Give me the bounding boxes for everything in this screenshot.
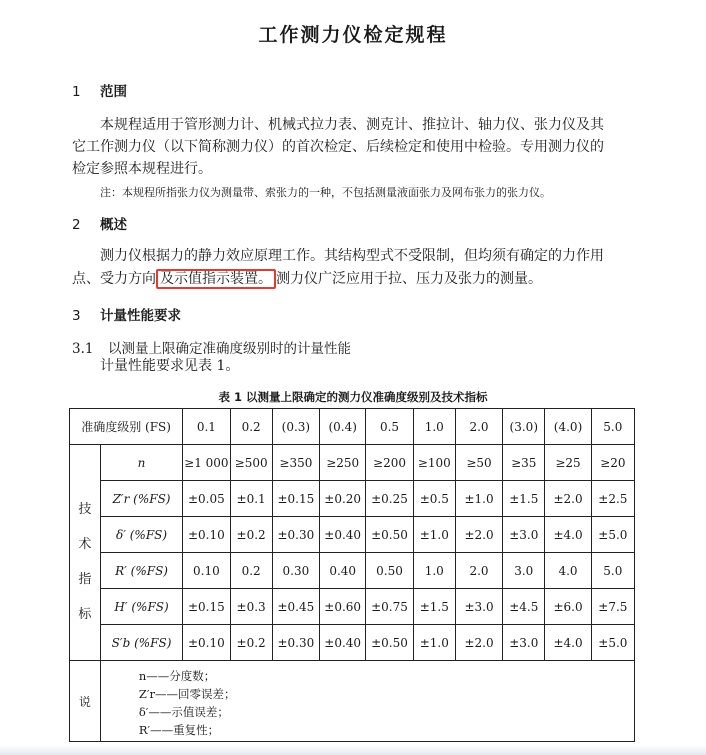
row-label: R′ (%FS)	[100, 553, 182, 589]
section-1-note: 注：本规程所指张力仪为测量带、索张力的一种，不包括测量液面张力及网布张力的张力仪。	[100, 186, 551, 199]
legend-row	[70, 661, 635, 742]
legend-item: R′——重复性；	[138, 723, 220, 737]
value-cell: ±2.0	[455, 517, 502, 553]
value-cell: ±7.5	[591, 589, 634, 625]
table-row	[70, 517, 635, 553]
value-cell: ±2.0	[455, 625, 502, 661]
value-cell: ≥25	[545, 445, 591, 481]
side-group-char: 术	[78, 536, 92, 552]
value-cell: ±0.75	[366, 589, 413, 625]
value-cell: 4.0	[545, 553, 591, 589]
value-cell: ±0.40	[320, 517, 366, 553]
legend-item: n——分度数；	[138, 669, 216, 683]
table-caption: 表 1 以测量上限确定的测力仪准确度级别及技术指标	[218, 390, 488, 404]
value-cell: 0.30	[272, 553, 319, 589]
value-cell: ±3.0	[503, 517, 545, 553]
value-cell: ±0.30	[272, 625, 319, 661]
bottom-shade	[0, 745, 706, 755]
section-1-line-1: 本规程适用于管形测力计、机械式拉力表、测克计、推拉计、轴力仪、张力仪及其	[100, 117, 604, 133]
table-row	[70, 445, 635, 481]
spec-table	[69, 408, 635, 742]
table-row	[70, 553, 635, 589]
grade-cell: 0.5	[366, 409, 413, 445]
value-cell: ≥500	[230, 445, 272, 481]
value-cell: ±3.0	[455, 589, 502, 625]
value-cell: ±5.0	[591, 517, 634, 553]
value-cell: ≥200	[366, 445, 413, 481]
value-cell: 0.40	[320, 553, 366, 589]
header-label: 准确度级别 (FS)	[70, 409, 183, 445]
side-group-char: 指	[78, 571, 92, 587]
side-group-char: 标	[78, 606, 92, 622]
row-label: H′ (%FS)	[100, 589, 182, 625]
value-cell: ≥350	[272, 445, 319, 481]
value-cell: ±0.60	[320, 589, 366, 625]
value-cell: ±1.0	[413, 625, 455, 661]
value-cell: ±0.50	[366, 517, 413, 553]
value-cell: ±0.10	[183, 517, 230, 553]
side-group-char: 技	[78, 501, 92, 517]
value-cell: ±4.5	[503, 589, 545, 625]
value-cell: 5.0	[591, 553, 634, 589]
value-cell: ≥50	[455, 445, 502, 481]
value-cell: ±0.30	[272, 517, 319, 553]
value-cell: 0.10	[183, 553, 230, 589]
value-cell: ±0.1	[230, 481, 272, 517]
value-cell: ≥1 000	[183, 445, 230, 481]
document-title: 工作测力仪检定规程	[258, 24, 448, 46]
subsection-3-1-heading	[72, 337, 351, 357]
value-cell: ±0.15	[272, 481, 319, 517]
section-1-line-3: 检定参照本规程进行。	[72, 161, 212, 177]
row-label: n	[100, 445, 182, 481]
section-2-heading	[72, 213, 127, 233]
legend-side-label: 说	[70, 661, 101, 742]
value-cell: ±0.10	[183, 625, 230, 661]
section-2-line-1: 测力仪根据力的静力效应原理工作。其结构型式不受限制，但均须有确定的力作用	[100, 248, 604, 264]
grade-cell: (3.0)	[503, 409, 545, 445]
value-cell: 0.2	[230, 553, 272, 589]
value-cell: ±1.0	[413, 517, 455, 553]
value-cell: ±1.5	[503, 481, 545, 517]
grade-cell: 0.2	[230, 409, 272, 445]
value-cell: ±1.5	[413, 589, 455, 625]
grade-cell: 0.1	[183, 409, 230, 445]
section-2-line-2	[72, 268, 542, 290]
value-cell: ±0.05	[183, 481, 230, 517]
value-cell: ±4.0	[545, 517, 591, 553]
value-cell: 1.0	[413, 553, 455, 589]
text-run: 测力仪广泛应用于拉、压力及张力的测量。	[276, 271, 542, 287]
value-cell: ±0.5	[413, 481, 455, 517]
value-cell: ≥35	[503, 445, 545, 481]
grade-cell: 5.0	[591, 409, 634, 445]
subsection-title: 以测量上限确定准确度级别时的计量性能	[108, 341, 351, 357]
grade-cell: 2.0	[455, 409, 502, 445]
value-cell: ±4.0	[545, 625, 591, 661]
value-cell: ±0.45	[272, 589, 319, 625]
row-label: δ′ (%FS)	[100, 517, 182, 553]
value-cell: ±0.2	[230, 625, 272, 661]
row-label: Z′r (%FS)	[100, 481, 182, 517]
grade-cell: (0.3)	[272, 409, 319, 445]
value-cell: ±5.0	[591, 625, 634, 661]
value-cell: ±0.2	[230, 517, 272, 553]
section-1-line-2: 它工作测力仪（以下简称测力仪）的首次检定、后续检定和使用中检验。专用测力仪的	[72, 139, 604, 155]
value-cell: ±0.50	[366, 625, 413, 661]
value-cell: ±0.3	[230, 589, 272, 625]
text-run: 点、受力方向	[72, 271, 156, 287]
value-cell: ±0.15	[183, 589, 230, 625]
value-cell: ±0.20	[320, 481, 366, 517]
legend-item: Z′r——回零误差；	[138, 687, 236, 701]
legend-list	[100, 661, 634, 742]
header-row	[70, 409, 635, 445]
table-row	[70, 589, 635, 625]
table-row	[70, 481, 635, 517]
row-label: S′b (%FS)	[100, 625, 182, 661]
section-1-heading	[72, 80, 127, 100]
section-number: 3	[72, 308, 81, 324]
value-cell: ±2.5	[591, 481, 634, 517]
highlight-box: 及示值指示装置。	[156, 269, 276, 289]
section-number: 1	[72, 84, 81, 100]
value-cell: ≥100	[413, 445, 455, 481]
section-3-heading	[72, 304, 181, 324]
subsection-3-1-para: 计量性能要求见表 1。	[100, 358, 240, 374]
subsection-number: 3.1	[72, 341, 94, 357]
value-cell: 3.0	[503, 553, 545, 589]
legend-item: δ′——示值误差；	[138, 705, 229, 719]
value-cell: ±0.25	[366, 481, 413, 517]
value-cell: ±2.0	[545, 481, 591, 517]
section-title: 计量性能要求	[100, 308, 181, 324]
value-cell: ≥20	[591, 445, 634, 481]
table-row	[70, 625, 635, 661]
value-cell: ±6.0	[545, 589, 591, 625]
value-cell: ≥250	[320, 445, 366, 481]
value-cell: 2.0	[455, 553, 502, 589]
value-cell: ±3.0	[503, 625, 545, 661]
value-cell: ±0.40	[320, 625, 366, 661]
grade-cell: (4.0)	[545, 409, 591, 445]
value-cell: 0.50	[366, 553, 413, 589]
section-number: 2	[72, 217, 81, 233]
grade-cell: (0.4)	[320, 409, 366, 445]
grade-cell: 1.0	[413, 409, 455, 445]
section-title: 概述	[100, 217, 127, 233]
side-group-label	[70, 445, 101, 661]
value-cell: ±1.0	[455, 481, 502, 517]
section-title: 范围	[100, 84, 127, 100]
